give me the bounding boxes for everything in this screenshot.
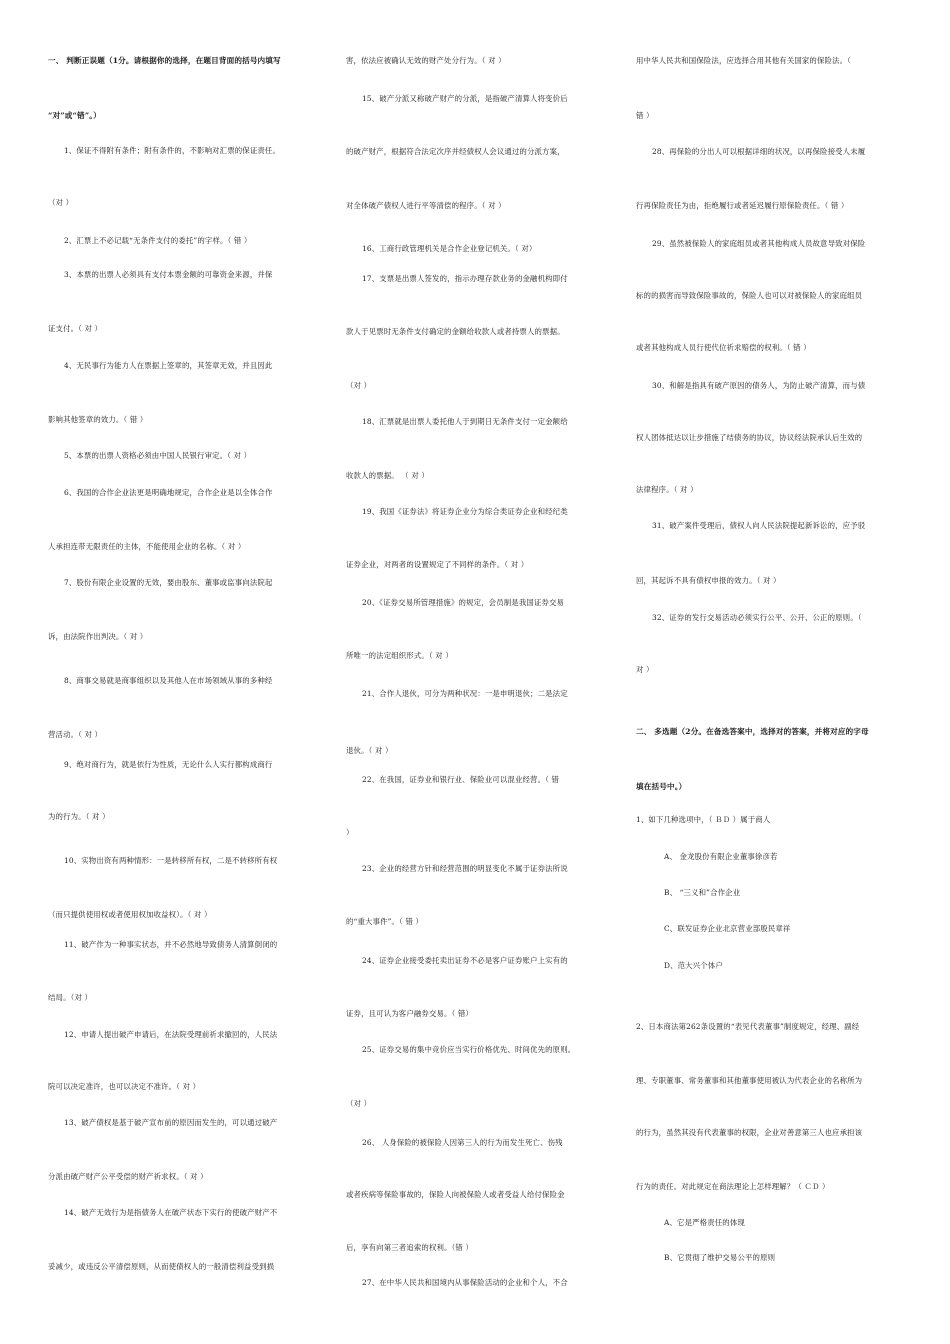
- text-line: C、联发证券企业北京营业部殷民章祥: [664, 924, 791, 933]
- text-line: 回，其起诉不具有债权申报的效力。（ 对 ）: [636, 576, 781, 585]
- text-line: 2、汇票上不必记载“无条件支付的委托”的字样。（ 错 ）: [64, 236, 252, 245]
- text-line: 19、我国《证券法》将证券企业分为综合类证券企业和经纪类: [362, 507, 568, 516]
- text-line: 院可以决定准许，也可以决定不准许。（ 对 ）: [48, 1082, 201, 1091]
- text-line: 26、 人身保险的被保险人因第三人的行为而发生死亡、伤残: [362, 1138, 563, 1147]
- text-line: 16、工商行政管理机关是合作企业登记机关。（ 对）: [362, 244, 537, 253]
- text-line: B、它贯彻了维护交易公平的原则: [664, 1253, 776, 1262]
- text-line: 24、证券企业接受委托卖出证券不必是客户证券账户上实有的: [362, 956, 568, 965]
- text-line: 的行为，虽然其没有代表董事的权限，企业对善意第三人也应承担该: [636, 1128, 863, 1137]
- text-line: 22、在我国，证券业和银行业、保险业可以混业经营。（ 错: [362, 775, 560, 784]
- text-line: 29、虽然被保险人的家庭组员或者其他构成人员故意导致对保险: [652, 239, 866, 248]
- text-line: 法律程序。（ 对 ）: [636, 485, 698, 494]
- text-line: 用中华人民共和国保险法，应选择合用其他有关国家的保险法。（: [636, 56, 851, 65]
- text-line: 18、汇票就是出票人委托他人于到期日无条件支付一定金额给: [362, 417, 568, 426]
- text-line: 证券，且可认为客户融券交易。（ 错）: [346, 1009, 473, 1018]
- text-line: 27、在中华人民共和国境内从事保险活动的企业和个人，不合: [362, 1278, 568, 1287]
- text-line: 9、绝对商行为，就是依行为性质，无论什么人实行都构成商行: [64, 760, 273, 769]
- text-line: 23、企业的经营方针和经营范围的明显变化不属于证券法所说: [362, 864, 568, 873]
- text-line: 12、申请人提出破产申请后，在法院受理前祈求撤回的，人民法: [64, 1030, 278, 1039]
- text-line: 31、破产案件受理后，债权人向人民法院提起新诉讼的，应予驳: [652, 521, 866, 530]
- text-line: 对 ）: [636, 665, 654, 674]
- text-line: 1、如下几种选项中，（ ＢＤ ）属于商人: [636, 815, 771, 824]
- text-line: 对全体破产债权人进行平等清偿的程序。（ 对 ）: [346, 201, 506, 210]
- text-line: 6、我国的合作企业法更是明确地规定，合作企业是以全体合作: [64, 488, 273, 497]
- text-column-right: [636, 0, 908, 1344]
- text-line: 7、股份有限企业设置的无效，要由股东、董事或监事向法院起: [64, 578, 273, 587]
- text-line: 4、无民事行为能力人在票据上签章的，其签章无效，并且因此: [64, 361, 273, 370]
- text-line: 后，享有向第三者追索的权利。（错 ）: [346, 1243, 473, 1252]
- text-line: （而只提供使用权或者使用权加收益权）。（ 对 ）: [48, 910, 212, 919]
- text-column-middle: [346, 0, 618, 1344]
- text-line: 11、破产作为一种事实状态，并不必然地导致债务人清算倒闭的: [64, 940, 278, 949]
- text-line: 20、《证券交易所管理措施》的规定，会员制是我国证券交易: [362, 598, 565, 607]
- text-line: （对 ）: [48, 198, 74, 207]
- text-line: （对 ）: [346, 1099, 372, 1108]
- text-line: 的破产财产，根据符合法定次序并经债权人会议通过的分派方案，: [346, 147, 565, 156]
- text-line: （对 ）: [346, 381, 372, 390]
- text-line: 款人于见票时无条件支付确定的金额给收款人或者持票人的票据。: [346, 327, 565, 336]
- text-line: 8、商事交易就是商事组织以及其他人在市场领域从事的多种经: [64, 676, 273, 685]
- text-line: 或者其他构成人员行使代位祈求赔偿的权利。（ 错 ）: [636, 343, 811, 352]
- text-line: 权人团体抵达以让步措施了结债务的协议，协议经法院承认后生效的: [636, 433, 863, 442]
- text-line: 退伙。（ 对 ）: [346, 746, 393, 755]
- text-line: 为的行为。（ 对 ）: [48, 812, 110, 821]
- text-line: 10、实物出资有两种情形：一是转移所有权，二是不转移所有权: [64, 856, 278, 865]
- text-line: 错 ）: [636, 111, 654, 120]
- text-line: 收款人的票据。 （ 对 ）: [346, 471, 429, 480]
- text-line: 诉，由法院作出判决。（ 对 ）: [48, 632, 148, 641]
- text-line: 32、证券的发行交易活动必须实行公平、公开、公正的原则。（: [652, 613, 862, 622]
- text-line: 2、日本商法第262条设置的“表见代表董事”制度规定，经理、副经: [636, 1022, 860, 1031]
- text-line: 所唯一的法定组织形式。（ 对 ）: [346, 651, 453, 660]
- text-line: 行为的责任。对此规定在商法理论上怎样理解？（ ＣＤ ）: [636, 1182, 830, 1191]
- text-line: D、范大兴个体户: [664, 961, 723, 970]
- text-line: 妥减少，或违反公平清偿原则，从而使债权人的一般清偿利益受到损: [48, 1262, 275, 1271]
- text-line: 结局。（对 ）: [48, 993, 93, 1002]
- text-line: A、 金龙股份有限企业董事徐彦若: [664, 852, 778, 861]
- text-line: 15、破产分派又称破产财产的分派，是指破产清算人将变价后: [362, 94, 568, 103]
- section-heading-line: 一、 判断正误题（1分。请根据你的选择，在题目背面的括号内填写: [48, 56, 281, 65]
- text-line: 标的的损害而导致保险事故的，保险人也可以对被保险人的家庭组员: [636, 291, 863, 300]
- text-line: 证支付。（ 对 ）: [48, 324, 103, 333]
- text-line: 证券企业，对两者的设置规定了不同样的条件。（ 对 ）: [346, 560, 529, 569]
- text-line: 人承担连带无限责任的主体，不能使用企业的名称。（ 对 ）: [48, 542, 246, 551]
- text-line: 分派由破产财产公平受偿的财产祈求权。（ 对 ）: [48, 1172, 208, 1181]
- text-line: 14、破产无效行为是指债务人在破产状态下实行的使破产财产不: [64, 1208, 278, 1217]
- text-line: 30、和解是指具有破产原因的债务人，为防止破产清算，而与债: [652, 381, 866, 390]
- text-line: A、它是严格责任的体现: [664, 1218, 745, 1227]
- text-line: 行再保险责任为由，拒绝履行或者延迟履行原保险责任。（ 错 ）: [636, 201, 849, 210]
- section-heading-line: 二、 多选题（2分。在备选答案中，选择对的答案，并将对应的字母: [636, 727, 869, 736]
- text-line: 害，依法应被确认无效的财产处分行为。（ 对 ）: [346, 56, 506, 65]
- text-line: 3、本票的出票人必须具有支付本票金额的可靠资金来源，并保: [64, 270, 273, 279]
- text-line: 13、破产债权是基于破产宣布前的原因而发生的，可以通过破产: [64, 1118, 278, 1127]
- text-line: 28、再保险的分出人可以根据详细的状况，以再保险接受人未履: [652, 147, 866, 156]
- text-column-left: [48, 0, 320, 1344]
- text-line: 1、保证不得附有条件；附有条件的，不影响对汇票的保证责任。: [64, 146, 280, 155]
- text-line: 5、本票的出票人资格必须由中国人民银行审定。（ 对 ）: [64, 451, 252, 460]
- section-heading-line: 填在括号中。）: [636, 782, 687, 791]
- text-line: 影响其他签章的效力。（ 错 ）: [48, 415, 148, 424]
- text-line: 的“重大事件”。（ 错 ）: [346, 917, 424, 926]
- text-line: B、 “三义和”合作企业: [664, 888, 741, 897]
- section-heading-line: “对”或“错”。）: [48, 111, 101, 120]
- text-line: ）: [346, 828, 354, 837]
- text-line: 17、支票是出票人签发的，指示办理存款业务的金融机构即付: [362, 274, 568, 283]
- text-line: 营活动。（ 对 ）: [48, 730, 103, 739]
- text-line: 25、证券交易的集中竞价应当实行价格优先、时间优先的原则。: [362, 1045, 576, 1054]
- text-line: 或者疾病等保险事故的，保险人向被保险人或者受益人给付保险金: [346, 1190, 565, 1199]
- text-line: 理、专职董事、常务董事和其他董事使用被认为代表企业的名称所为: [636, 1076, 863, 1085]
- text-line: 21、合作人退伙，可分为两种状况：一是申明退伙；二是法定: [362, 689, 568, 698]
